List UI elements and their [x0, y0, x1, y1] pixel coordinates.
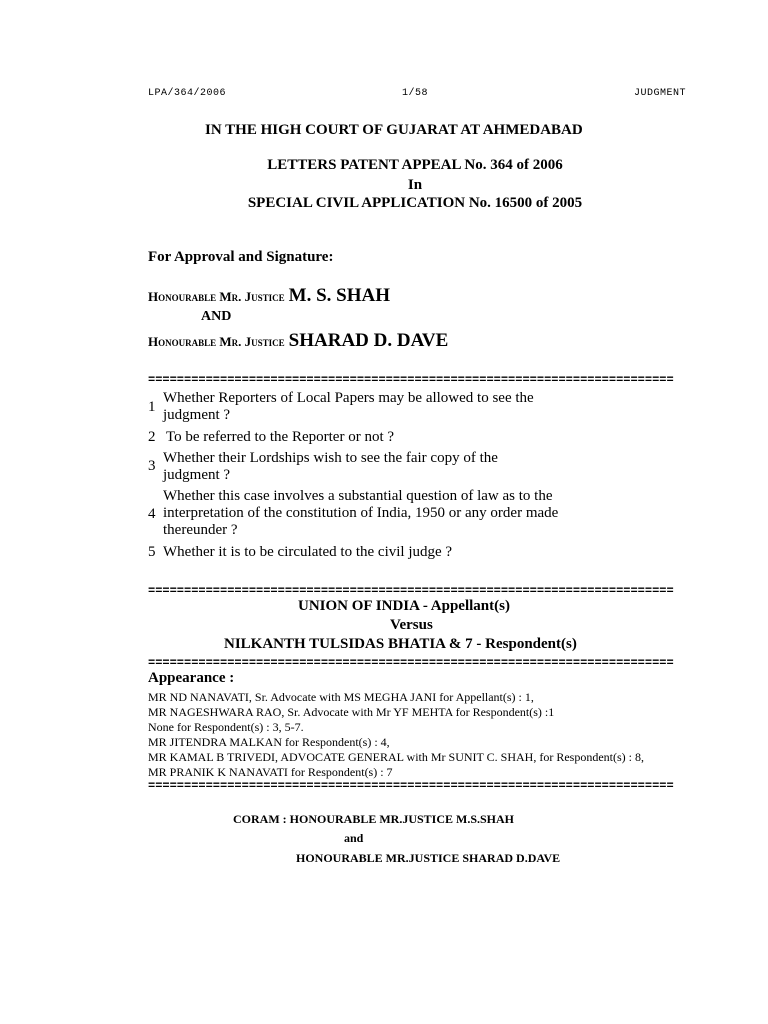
- appearance-heading: Appearance :: [148, 670, 235, 686]
- separator-rule: =========================================================================: [148, 780, 674, 792]
- question-text: To be referred to the Reporter or not ?: [166, 429, 395, 445]
- judge-1-name: M. S. SHAH: [288, 285, 391, 306]
- judge-2-line: [148, 330, 448, 352]
- judge-2-name: SHARAD D. DAVE: [288, 330, 449, 351]
- separator-rule: =========================================================================: [148, 657, 674, 669]
- document-type: JUDGMENT: [634, 88, 687, 99]
- application-number: SPECIAL CIVIL APPLICATION No. 16500 of 2005: [247, 195, 583, 211]
- appearance-line: None for Respondent(s) : 3, 5-7.: [148, 720, 304, 734]
- coram-line-2: HONOURABLE MR.JUSTICE SHARAD D.DAVE: [296, 851, 561, 865]
- appearance-line: MR JITENDRA MALKAN for Respondent(s) : 4,: [148, 735, 390, 749]
- judges-and: AND: [201, 309, 232, 324]
- question-text: Whether it is to be circulated to the civil judge ?: [163, 544, 453, 560]
- question-text: Whether their Lordships wish to see the fair copy of the judgment ?: [163, 450, 498, 483]
- appeal-number: LETTERS PATENT APPEAL No. 364 of 2006: [267, 157, 563, 173]
- question-text: Whether Reporters of Local Papers may be allowed to see the judgment ?: [163, 390, 534, 423]
- appellant: UNION OF INDIA - Appellant(s): [298, 598, 510, 614]
- question-number: 4: [148, 506, 156, 522]
- question-number: 2: [148, 429, 156, 445]
- appearance-line: MR KAMAL B TRIVEDI, ADVOCATE GENERAL with Mr SUNIT C. SHAH, for Respondent(s) : 8,: [148, 750, 644, 764]
- respondent: NILKANTH TULSIDAS BHATIA & 7 - Respondent(s): [224, 636, 577, 652]
- question-text: Whether this case involves a substantial question of law as to the interpretation of the constitution of India, 1950 or any order made thereunder ?: [163, 488, 559, 538]
- separator-rule: =========================================================================: [148, 374, 674, 386]
- question-number: 1: [148, 399, 156, 415]
- appearance-line: MR ND NANAVATI, Sr. Advocate with MS MEGHA JANI for Appellant(s) : 1,: [148, 690, 534, 704]
- appearance-line: MR PRANIK K NANAVATI for Respondent(s) : 7: [148, 765, 393, 779]
- case-reference: LPA/364/2006: [148, 88, 227, 99]
- judge-1-line: [148, 285, 390, 307]
- court-name: IN THE HIGH COURT OF GUJARAT AT AHMEDABAD: [205, 122, 583, 138]
- question-number: 5: [148, 544, 156, 560]
- question-number: 3: [148, 458, 156, 474]
- coram-and: and: [344, 831, 364, 845]
- separator-rule: =========================================================================: [148, 585, 674, 597]
- judge-1-prefix: Honourable Mr. Justice: [148, 289, 285, 304]
- approval-heading: For Approval and Signature:: [148, 249, 334, 265]
- in-word: In: [407, 177, 423, 193]
- coram-line-1: CORAM : HONOURABLE MR.JUSTICE M.S.SHAH: [233, 812, 515, 826]
- page-number: 1/58: [402, 88, 429, 99]
- appearance-line: MR NAGESHWARA RAO, Sr. Advocate with Mr YF MEHTA for Respondent(s) :1: [148, 705, 555, 719]
- judge-2-prefix: Honourable Mr. Justice: [148, 334, 285, 349]
- versus: Versus: [390, 617, 433, 633]
